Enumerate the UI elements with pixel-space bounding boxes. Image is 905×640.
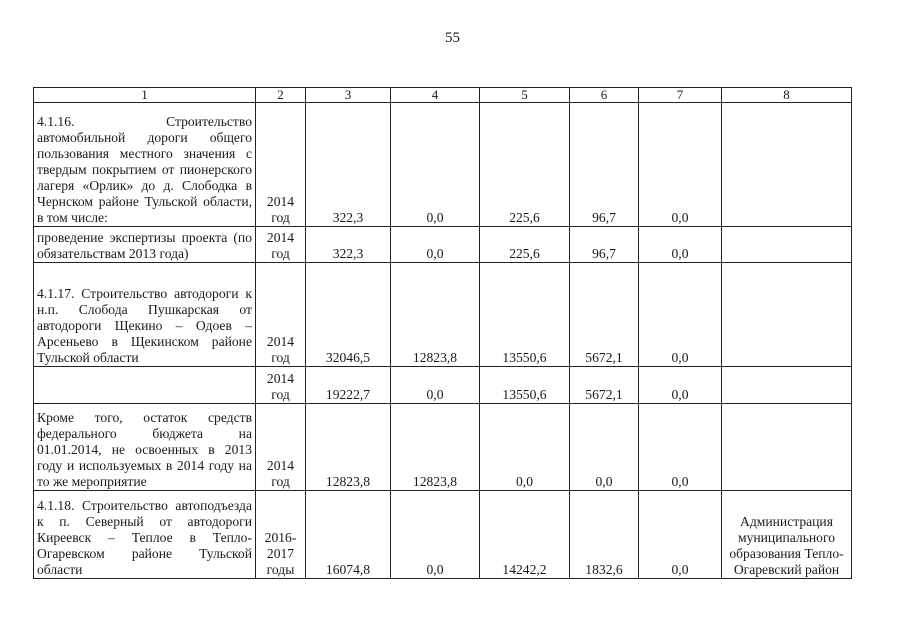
- value-cell: 0,0: [639, 491, 722, 579]
- period-cell: 2014 год: [256, 263, 306, 367]
- table-row: [34, 227, 852, 263]
- executor-cell: [722, 367, 852, 404]
- value-cell: 0,0: [570, 404, 639, 491]
- column-header: 2: [256, 88, 306, 103]
- value-cell: 1832,6: [570, 491, 639, 579]
- value-cell: 0,0: [639, 263, 722, 367]
- activity-name-cell: [34, 367, 256, 404]
- value-cell: 322,3: [306, 103, 391, 227]
- table-row: [34, 103, 852, 227]
- value-cell: 0,0: [391, 227, 480, 263]
- value-cell: 96,7: [570, 103, 639, 227]
- program-table: [33, 87, 852, 579]
- value-cell: 0,0: [391, 491, 480, 579]
- value-cell: 0,0: [639, 227, 722, 263]
- value-cell: 225,6: [480, 227, 570, 263]
- value-cell: 12823,8: [306, 404, 391, 491]
- activity-name-cell: Кроме того, остаток средств федерального бюджета на 01.01.2014, не освоенных в 2013 году и используемых в 2014 году на то же мероприятие: [34, 404, 256, 491]
- value-cell: 16074,8: [306, 491, 391, 579]
- page-number: 55: [445, 30, 460, 46]
- value-cell: 322,3: [306, 227, 391, 263]
- value-cell: 0,0: [639, 367, 722, 404]
- value-cell: 13550,6: [480, 367, 570, 404]
- value-cell: 14242,2: [480, 491, 570, 579]
- table-row: [34, 404, 852, 491]
- period-cell: 2014 год: [256, 227, 306, 263]
- activity-name-cell: проведение экспертизы проекта (по обязательствам 2013 года): [34, 227, 256, 263]
- period-cell: 2014 год: [256, 404, 306, 491]
- value-cell: 19222,7: [306, 367, 391, 404]
- column-header: 6: [570, 88, 639, 103]
- value-cell: 13550,6: [480, 263, 570, 367]
- executor-cell: [722, 263, 852, 367]
- executor-cell: Администрация муниципального образования Тепло-Огаревский район: [722, 491, 852, 579]
- executor-cell: [722, 103, 852, 227]
- value-cell: 0,0: [639, 103, 722, 227]
- table-row: [34, 491, 852, 579]
- value-cell: 0,0: [480, 404, 570, 491]
- activity-name-cell: 4.1.17. Строительство автодороги к н.п. Слобода Пушкарская от автодороги Щекино – Одоев – Арсеньево в Щекинском районе Тульской области: [34, 263, 256, 367]
- value-cell: 12823,8: [391, 404, 480, 491]
- column-header: 1: [34, 88, 256, 103]
- column-header: 8: [722, 88, 852, 103]
- executor-cell: [722, 227, 852, 263]
- activity-name-cell: 4.1.16. Строительство автомобильной дороги общего пользования местного значения с твердым покрытием от пионерского лагеря «Орлик» до д. Слободка в Чернском районе Тульской области, в том числе:: [34, 103, 256, 227]
- executor-cell: [722, 404, 852, 491]
- column-header: 4: [391, 88, 480, 103]
- period-cell: 2014 год: [256, 103, 306, 227]
- value-cell: 225,6: [480, 103, 570, 227]
- value-cell: 5672,1: [570, 263, 639, 367]
- value-cell: 32046,5: [306, 263, 391, 367]
- table-row: [34, 367, 852, 404]
- period-cell: 2016- 2017 годы: [256, 491, 306, 579]
- value-cell: 0,0: [639, 404, 722, 491]
- value-cell: 0,0: [391, 367, 480, 404]
- period-cell: 2014 год: [256, 367, 306, 404]
- column-header: 5: [480, 88, 570, 103]
- value-cell: 12823,8: [391, 263, 480, 367]
- value-cell: 96,7: [570, 227, 639, 263]
- column-header: 7: [639, 88, 722, 103]
- table-row: [34, 263, 852, 367]
- value-cell: 5672,1: [570, 367, 639, 404]
- column-header: 3: [306, 88, 391, 103]
- value-cell: 0,0: [391, 103, 480, 227]
- header-row: [34, 88, 852, 103]
- activity-name-cell: 4.1.18. Строительство автоподъезда к п. Северный от автодороги Киреевск – Теплое в Тепло-Огаревском районе Тульской области: [34, 491, 256, 579]
